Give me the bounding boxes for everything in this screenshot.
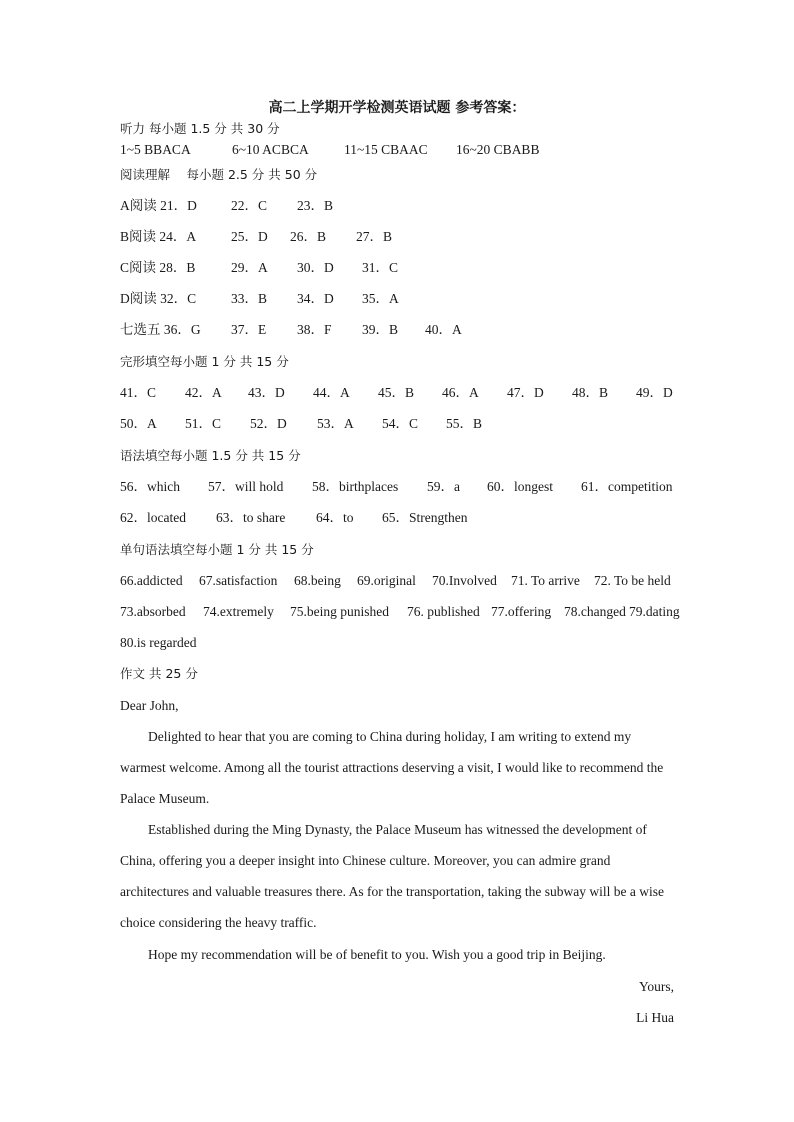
answer: 49．D [636, 385, 673, 400]
answer: 30．D [297, 260, 334, 275]
answer: 七选五 36．G [120, 322, 201, 337]
letter-salutation: Dear John, [120, 698, 179, 713]
answer: 79.dating [629, 604, 680, 619]
answer: A阅读 21．D [120, 198, 197, 213]
letter-signature: Li Hua [636, 1010, 674, 1025]
answer: 72. To be held [594, 573, 671, 588]
answer: 74.extremely [203, 604, 274, 619]
answer: 58．birthplaces [312, 479, 399, 494]
answer: 45．B [378, 385, 415, 400]
answer: 42．A [185, 385, 222, 400]
letter-paragraph: Delighted to hear that you are coming to China during holiday, I am writing to extend my warmest welcome. Among all the tourist attractions deserving a visit, I would like to recommend the Palace Museum. [120, 729, 664, 806]
answer-group: 6~10 ACBCA [232, 142, 309, 157]
answer: 44．A [313, 385, 350, 400]
answer: 67.satisfaction [199, 573, 278, 588]
answer: 40．A [425, 322, 462, 337]
letter-paragraph: Hope my recommendation will be of benefit to you. Wish you a good trip in Beijing. [148, 947, 606, 962]
answer: 54．C [382, 416, 419, 431]
answer: 37．E [231, 322, 267, 337]
answer: 76. published [407, 604, 480, 619]
answer: 73.absorbed [120, 604, 186, 619]
answer: 53．A [317, 416, 354, 431]
answer: 68.being [294, 573, 341, 588]
answer: 60．longest [487, 479, 553, 494]
answer: 51．C [185, 416, 222, 431]
answer: 70.Involved [432, 573, 497, 588]
answer: 47．D [507, 385, 544, 400]
answer-group: 1~5 BBACA [120, 142, 191, 157]
sentence-grammar-header: 单句语法填空每小题 1 分 共 15 分 [120, 542, 314, 557]
answer: B阅读 24．A [120, 229, 197, 244]
answer: 22．C [231, 198, 268, 213]
answer: 64．to [316, 510, 354, 525]
answer: 31．C [362, 260, 399, 275]
answer: 66.addicted [120, 573, 183, 588]
letter-paragraph: Established during the Ming Dynasty, the Palace Museum has witnessed the development of China, offering you a deeper insight into Chinese culture. Moreover, you can admire grand architectures and valuable treasures there. As for the transportation, taking the subway will be a wise choice considering the heavy traffic. [120, 822, 664, 930]
answer: 27．B [356, 229, 393, 244]
answer: 38．F [297, 322, 332, 337]
answer: 71. To arrive [511, 573, 580, 588]
answer: 65．Strengthen [382, 510, 468, 525]
answer: 63．to share [216, 510, 286, 525]
answer: 26．B [290, 229, 327, 244]
grammar-header: 语法填空每小题 1.5 分 共 15 分 [120, 448, 301, 463]
answer: 23．B [297, 198, 334, 213]
answer: 50．A [120, 416, 157, 431]
answer: 78.changed [564, 604, 626, 619]
answer: 62．located [120, 510, 186, 525]
answer: 35．A [362, 291, 399, 306]
answer: 46．A [442, 385, 479, 400]
answer: 25．D [231, 229, 268, 244]
answer: 48．B [572, 385, 609, 400]
answer: 41．C [120, 385, 157, 400]
answer: 77.offering [491, 604, 552, 619]
answer: 57．will hold [208, 479, 284, 494]
answer: 61．competition [581, 479, 673, 494]
answer: 55．B [446, 416, 483, 431]
cloze-header: 完形填空每小题 1 分 共 15 分 [120, 354, 289, 369]
answer: 33．B [231, 291, 268, 306]
page-title: 高二上学期开学检测英语试题 参考答案： [268, 100, 526, 116]
answer: D阅读 32．C [120, 291, 197, 306]
answer: 43．D [248, 385, 285, 400]
answer: 69.original [357, 573, 416, 588]
answer: 56．which [120, 479, 180, 494]
answer: 75.being punished [290, 604, 389, 619]
answer: 80.is regarded [120, 635, 197, 650]
writing-header: 作文 共 25 分 [120, 666, 198, 681]
answer: 52．D [250, 416, 287, 431]
answer: C阅读 28．B [120, 260, 196, 275]
letter-closing: Yours, [638, 979, 674, 994]
listening-header: 听力 每小题 1.5 分 共 30 分 [120, 121, 280, 136]
answer-group: 11~15 CBAAC [344, 142, 428, 157]
answer: 59．a [427, 479, 460, 494]
answer-group: 16~20 CBABB [456, 142, 540, 157]
answer: 34．D [297, 291, 334, 306]
answer: 29．A [231, 260, 268, 275]
answer: 39．B [362, 322, 399, 337]
reading-header: 阅读理解 每小题 2.5 分 共 50 分 [120, 167, 318, 182]
